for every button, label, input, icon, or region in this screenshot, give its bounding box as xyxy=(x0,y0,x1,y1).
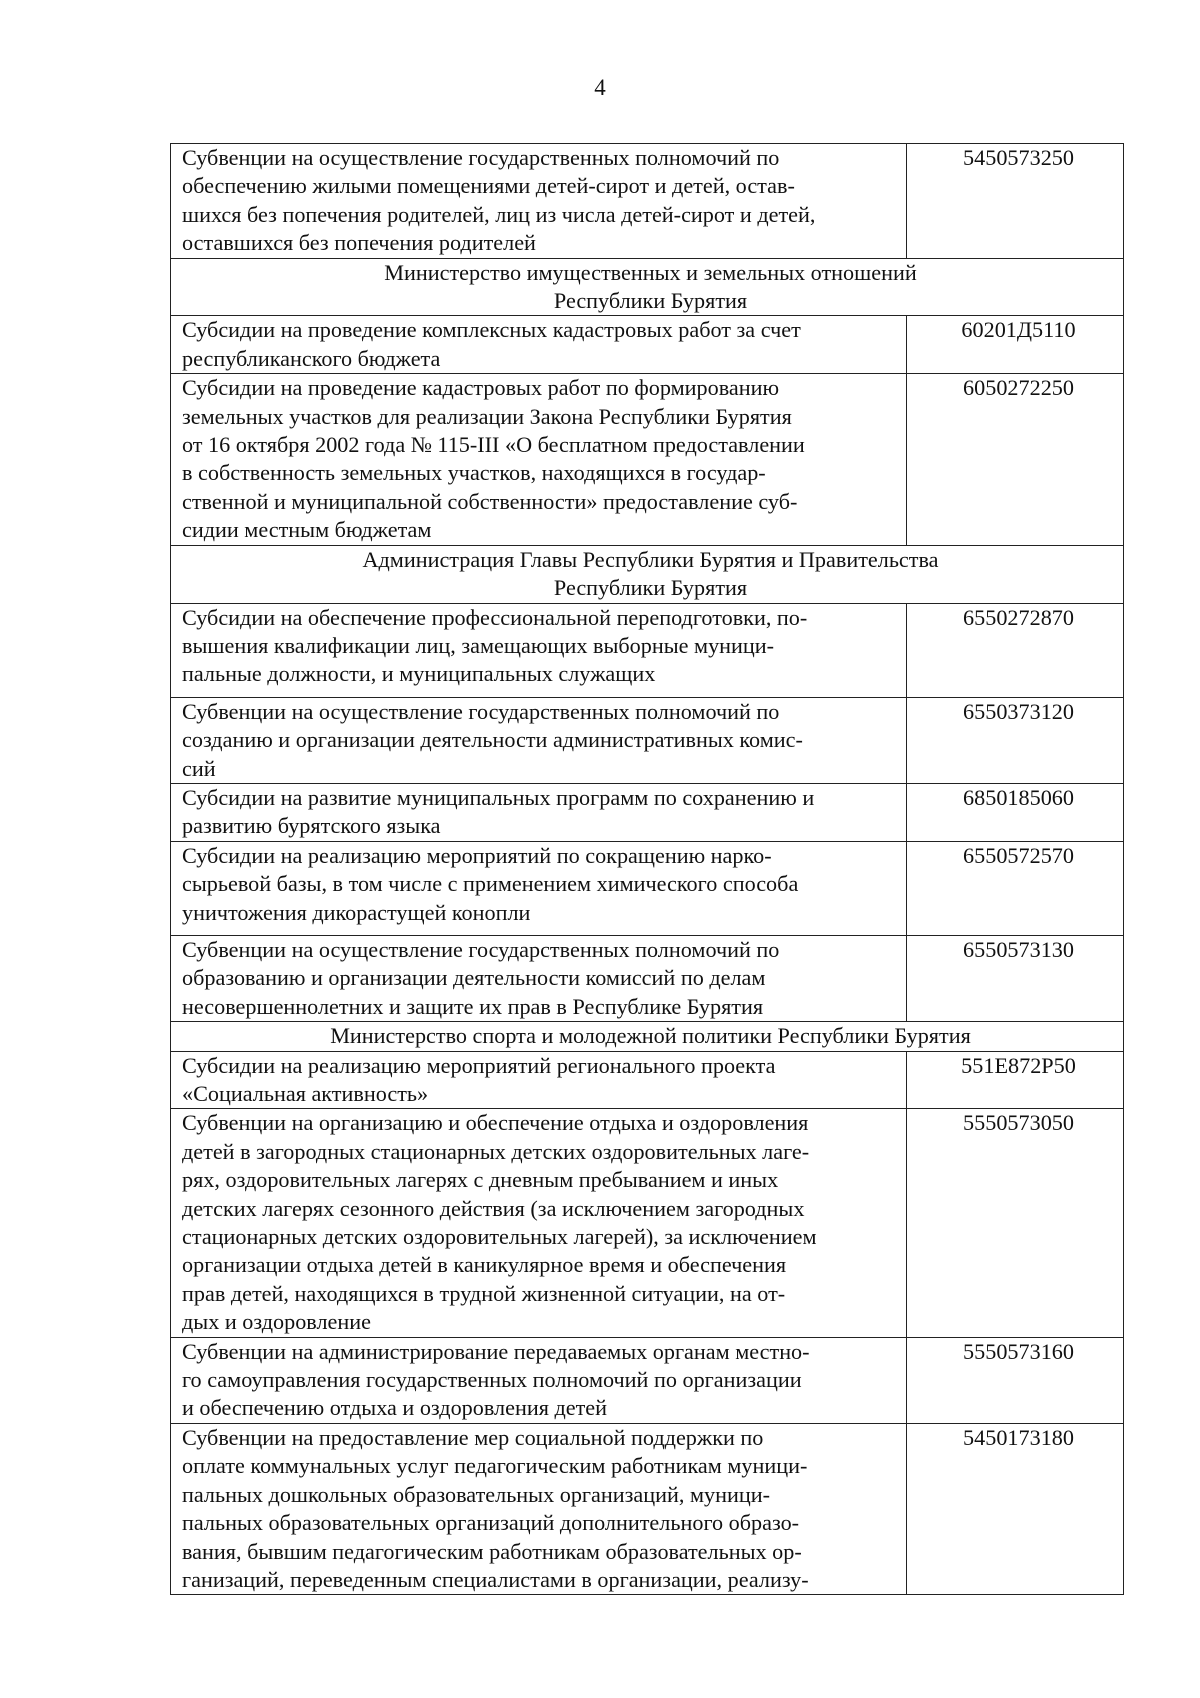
description-line: шихся без попечения родителей, лиц из числа детей-сирот и детей, xyxy=(182,201,816,227)
description-line: Субсидии на проведение комплексных кадастровых работ за счет xyxy=(182,317,801,343)
item-description xyxy=(171,374,907,545)
description-line: Субсидии на развитие муниципальных программ по сохранению и xyxy=(182,784,815,810)
table-row xyxy=(171,841,1124,935)
table-row xyxy=(171,1051,1124,1109)
description-line: вания, бывшим педагогическим работникам образовательных ор- xyxy=(182,1538,802,1564)
item-description xyxy=(171,1109,907,1337)
description-line: Субсидии на реализацию мероприятий регионального проекта xyxy=(182,1052,776,1078)
description-line: обеспечению жилыми помещениями детей-сирот и детей, остав- xyxy=(182,173,795,199)
description-line: развитию бурятского языка xyxy=(182,813,441,839)
description-line: несовершеннолетних и защите их прав в Республике Бурятия xyxy=(182,993,764,1019)
description-line: и обеспечению отдыха и оздоровления детей xyxy=(182,1395,608,1421)
description-line: сырьевой базы, в том числе с применением химического способа xyxy=(182,871,799,897)
description-line: Субвенции на осуществление государственных полномочий по xyxy=(182,145,780,170)
section-header-row xyxy=(171,258,1124,316)
description-line: детских лагерях сезонного действия (за исключением загородных xyxy=(182,1195,805,1221)
item-code: 6550572570 xyxy=(907,841,1124,935)
item-description xyxy=(171,1423,907,1594)
item-description xyxy=(171,1051,907,1109)
table-row xyxy=(171,374,1124,545)
description-line: от 16 октября 2002 года № 115-III «О бесплатном предоставлении xyxy=(182,432,805,458)
description-line: образованию и организации деятельности комиссий по делам xyxy=(182,965,766,991)
description-line: земельных участков для реализации Закона Республики Бурятия xyxy=(182,403,792,429)
item-code: 5550573050 xyxy=(907,1109,1124,1337)
description-line: рях, оздоровительных лагерях с дневным пребыванием и иных xyxy=(182,1167,779,1193)
table-row xyxy=(171,316,1124,374)
section-title xyxy=(171,1022,1124,1051)
description-line: в собственность земельных участков, находящихся в государ- xyxy=(182,460,766,486)
item-description xyxy=(171,783,907,841)
description-line: Субсидии на реализацию мероприятий по сокращению нарко- xyxy=(182,842,772,868)
section-title-line: Министерство имущественных и земельных отношений xyxy=(384,259,917,285)
description-line: организации отдыха детей в каникулярное время и обеспечения xyxy=(182,1252,787,1278)
budget-codes-table xyxy=(170,143,1124,1595)
table-row xyxy=(171,935,1124,1021)
section-header-row xyxy=(171,545,1124,603)
description-line: вышения квалификации лиц, замещающих выборные муници- xyxy=(182,632,775,658)
section-title-line: Республики Бурятия xyxy=(553,575,748,601)
item-code: 6850185060 xyxy=(907,783,1124,841)
item-code: 6550373120 xyxy=(907,697,1124,783)
item-description xyxy=(171,316,907,374)
item-code: 5450573250 xyxy=(907,144,1124,259)
description-line: «Социальная активность» xyxy=(182,1081,429,1106)
description-line: Субвенции на администрирование передаваемых органам местно- xyxy=(182,1338,810,1364)
page-number: 4 xyxy=(594,75,606,100)
table-body xyxy=(171,144,1124,1595)
item-code: 5550573160 xyxy=(907,1337,1124,1423)
description-line: созданию и организации деятельности административных комис- xyxy=(182,727,803,753)
description-line: Субвенции на осуществление государственных полномочий по xyxy=(182,936,780,962)
item-code: 6550272870 xyxy=(907,603,1124,697)
section-title-line: Администрация Главы Республики Бурятия и Правительства xyxy=(362,546,939,572)
section-header-row xyxy=(171,1022,1124,1051)
description-line: Субсидии на обеспечение профессиональной переподготовки, по- xyxy=(182,604,808,630)
description-line: оставшихся без попечения родителей xyxy=(182,230,536,256)
item-description xyxy=(171,697,907,783)
description-line: уничтожения дикорастущей конопли xyxy=(182,899,531,925)
item-description xyxy=(171,1337,907,1423)
description-line: республиканского бюджета xyxy=(182,345,441,371)
description-line: Субвенции на предоставление мер социальной поддержки по xyxy=(182,1424,764,1450)
description-line: сий xyxy=(182,755,216,781)
description-line: сидии местным бюджетам xyxy=(182,517,432,543)
description-line: оплате коммунальных услуг педагогическим работникам муници- xyxy=(182,1453,808,1479)
description-line: пальные должности, и муниципальных служащих xyxy=(182,661,656,687)
table-row xyxy=(171,1109,1124,1337)
section-title xyxy=(171,258,1124,316)
item-code: 60201Д5110 xyxy=(907,316,1124,374)
item-description xyxy=(171,144,907,259)
description-line: ственной и муниципальной собственности» предоставление суб- xyxy=(182,488,798,514)
description-line: Субвенции на организацию и обеспечение отдыха и оздоровления xyxy=(182,1110,809,1136)
item-code: 5450173180 xyxy=(907,1423,1124,1594)
section-title xyxy=(171,545,1124,603)
description-line: пальных образовательных организаций дополнительного образо- xyxy=(182,1510,800,1536)
description-line: пальных дошкольных образовательных организаций, муници- xyxy=(182,1481,770,1507)
description-line: дых и оздоровление xyxy=(182,1309,371,1335)
description-line: прав детей, находящихся в трудной жизненной ситуации, на от- xyxy=(182,1280,786,1306)
table-row xyxy=(171,1423,1124,1594)
item-description xyxy=(171,841,907,935)
item-code: 6550573130 xyxy=(907,935,1124,1021)
description-line: стационарных детских оздоровительных лагерей), за исключением xyxy=(182,1224,817,1250)
description-line: детей в загородных стационарных детских оздоровительных лаге- xyxy=(182,1138,810,1164)
description-line: ганизаций, переведенным специалистами в организации, реализу- xyxy=(182,1566,809,1592)
table-row xyxy=(171,783,1124,841)
description-line: Субсидии на проведение кадастровых работ по формированию xyxy=(182,375,780,401)
section-title-line: Республики Бурятия xyxy=(553,288,748,314)
item-description xyxy=(171,603,907,697)
description-line: Субвенции на осуществление государственных полномочий по xyxy=(182,698,780,724)
table-row xyxy=(171,1337,1124,1423)
item-code: 551E872P50 xyxy=(907,1051,1124,1109)
table-row xyxy=(171,144,1124,259)
item-description xyxy=(171,935,907,1021)
table-row xyxy=(171,697,1124,783)
description-line: го самоуправления государственных полномочий по организации xyxy=(182,1367,802,1393)
item-code: 6050272250 xyxy=(907,374,1124,545)
section-title-line: Министерство спорта и молодежной политики Республики Бурятия xyxy=(330,1023,971,1049)
table-row xyxy=(171,603,1124,697)
